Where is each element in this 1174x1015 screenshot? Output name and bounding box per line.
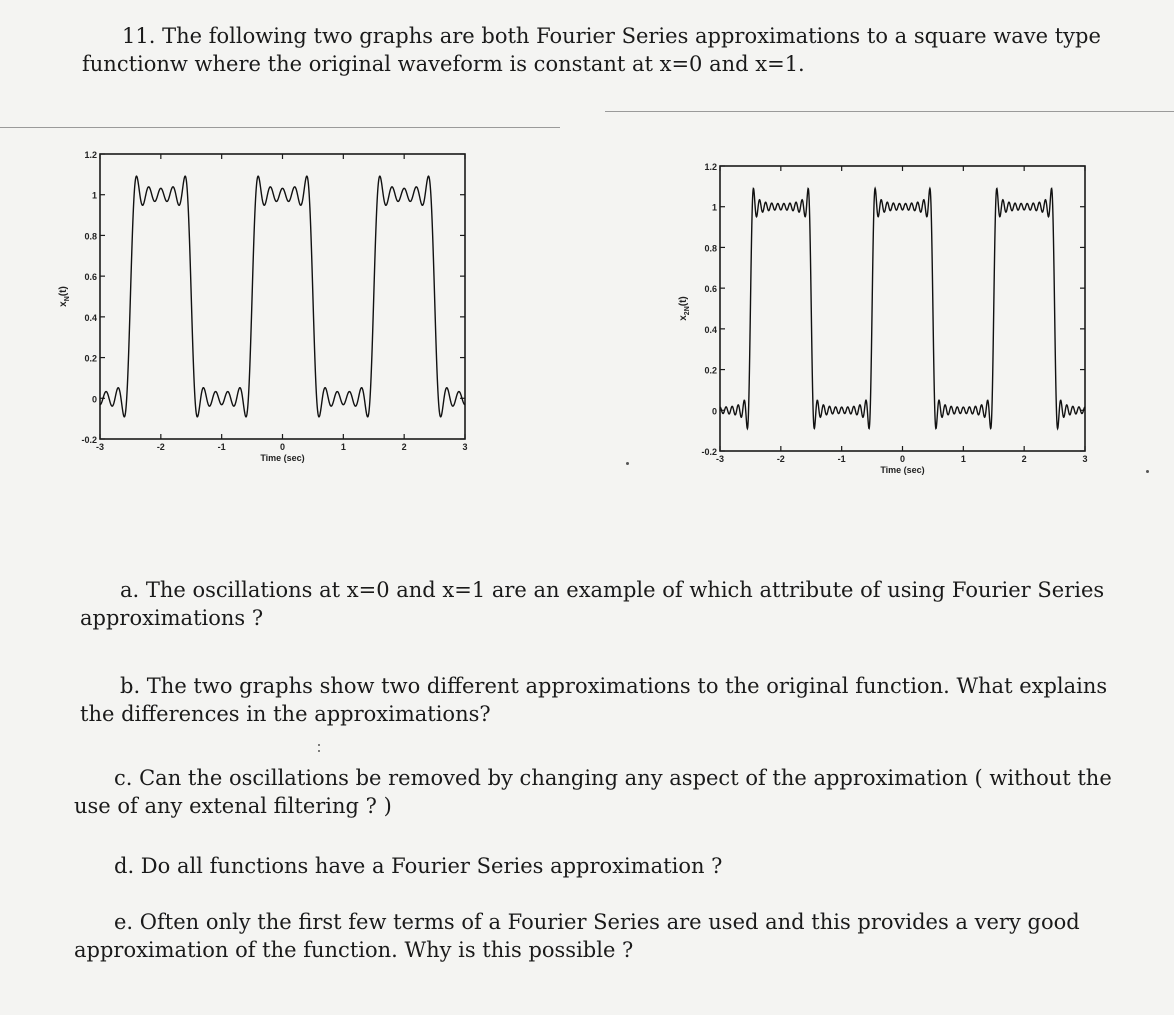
x-tick-label: 1	[340, 442, 346, 452]
question-e-line-2: approximation of the function. Why is this possible ?	[74, 938, 634, 962]
question-c-line-1: c. Can the oscillations be removed by changing any aspect of the approximation ( without the	[114, 766, 1112, 790]
y-tick-label: -0.2	[701, 447, 717, 457]
y-tick-label: -0.2	[81, 435, 97, 445]
y-tick-label: 0.2	[84, 353, 97, 364]
x-tick-label: -3	[95, 442, 105, 452]
x-tick-label: -2	[156, 442, 165, 452]
series-line	[720, 188, 1085, 428]
divider-right	[605, 111, 1174, 112]
question-d	[74, 852, 1144, 880]
x-tick-label: 1	[960, 454, 966, 464]
question-b-line-2: the differences in the approximations?	[80, 702, 491, 726]
x-tick-label: 0	[899, 454, 906, 464]
x-tick-label: -1	[217, 442, 226, 452]
question-a	[80, 576, 1150, 632]
plot-frame	[100, 154, 465, 439]
y-tick-label: 0.4	[704, 324, 717, 335]
divider-left	[0, 127, 560, 128]
question-b	[80, 672, 1150, 728]
scan-speck	[1146, 470, 1149, 473]
chart-fourier-2n	[670, 152, 1110, 492]
x-tick-label: 2	[401, 442, 407, 452]
y-tick-label: 0.6	[704, 284, 717, 295]
question-a-line-1: a. The oscillations at x=0 and x=1 are an example of which attribute of using Fourier Series	[120, 578, 1105, 602]
x-tick-label: 2	[1021, 454, 1027, 464]
y-tick-label: 1.2	[704, 162, 717, 172]
problem-number: 11.	[122, 24, 156, 48]
x-tick-label: -1	[837, 454, 846, 464]
problem-text-1: The following two graphs are both Fourier Series approximations to a square wave type	[162, 24, 1101, 48]
scan-speck	[318, 744, 320, 746]
y-tick-label: 0.2	[704, 365, 717, 376]
x-axis-label: Time (sec)	[260, 453, 305, 463]
y-tick-label: 1	[711, 202, 717, 213]
x-tick-label: 3	[462, 442, 468, 452]
plot-frame	[720, 166, 1085, 451]
y-tick-label: 0.8	[704, 243, 717, 254]
x-tick-label: -2	[776, 454, 785, 464]
scan-speck	[626, 462, 629, 465]
y-tick-label: 0	[91, 394, 97, 405]
x-axis-label: Time (sec)	[880, 465, 925, 475]
problem-line-2: functionw where the original waveform is constant at x=0 and x=1.	[82, 52, 805, 76]
x-tick-label: -3	[715, 454, 725, 464]
y-tick-label: 1.2	[84, 150, 97, 160]
question-a-line-2: approximations ?	[80, 606, 264, 630]
question-e-line-1: e. Often only the first few terms of a Fourier Series are used and this provides a very good	[114, 910, 1080, 934]
scan-speck	[318, 750, 320, 752]
x-tick-label: 3	[1082, 454, 1088, 464]
question-d-line-1: d. Do all functions have a Fourier Series approximation ?	[114, 854, 723, 878]
problem-statement	[82, 22, 1142, 78]
x-tick-label: 0	[279, 442, 286, 452]
question-e	[74, 908, 1144, 964]
question-c-line-2: use of any extenal filtering ? )	[74, 794, 392, 818]
question-b-line-1: b. The two graphs show two different approximations to the original function. What explains	[120, 674, 1108, 698]
question-c	[74, 764, 1144, 820]
y-tick-label: 0.4	[84, 312, 97, 323]
chart-fourier-n	[50, 140, 490, 480]
problem-line-1	[82, 22, 1142, 50]
y-tick-label: 0.8	[84, 231, 97, 242]
y-axis-label: $x_N(t)$	[58, 286, 71, 307]
y-tick-label: 0.6	[84, 272, 97, 283]
y-axis-label: $x_{2N}(t)$	[678, 296, 691, 321]
y-tick-label: 0	[711, 406, 717, 417]
series-line	[100, 176, 465, 417]
y-tick-label: 1	[91, 190, 97, 201]
